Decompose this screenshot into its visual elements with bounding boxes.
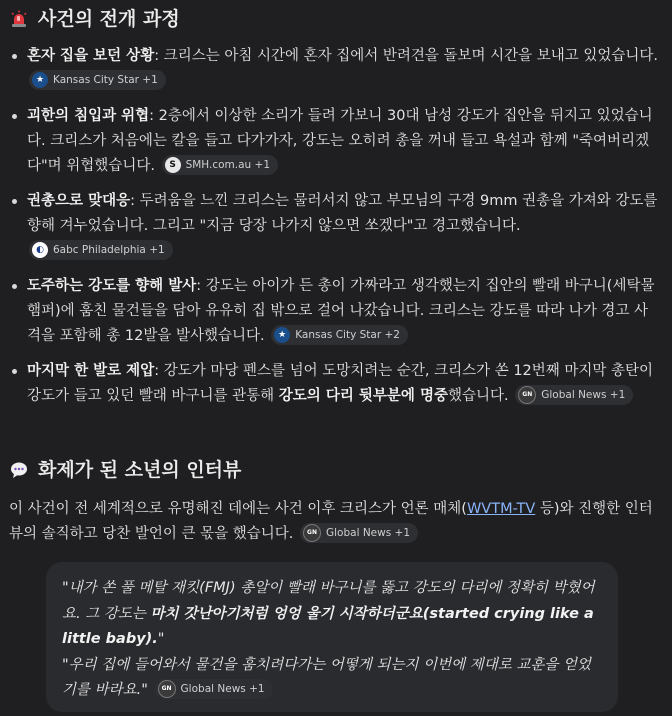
source-label: SMH.com.au +1 [185,159,271,171]
wvtm-tv-link[interactable]: WVTM-TV [466,501,536,517]
event-title: 권총으로 맞대응 [27,193,131,209]
source-label: Global News +1 [541,389,626,401]
source-chip[interactable] [29,240,173,260]
source-label: 6abc Philadelphia +1 [53,244,165,256]
event-text: 했습니다. [448,388,509,404]
source-label: Kansas City Star +1 [53,74,158,86]
source-chip[interactable] [271,325,408,345]
source-chip[interactable] [162,155,278,175]
intro-text: 등)와 진행한 인터뷰의 솔직하고 당찬 발언이 큰 몫을 했습니다. [9,501,653,542]
list-item [0,359,672,409]
kansas-city-star-icon: ★ [274,327,290,343]
event-emphasis: 강도의 다리 뒷부분에 명중 [278,388,448,404]
event-title: 도주하는 강도를 향해 발사 [27,278,197,294]
event-text: : 크리스는 아침 시간에 혼자 집에서 반려견을 돌보며 시간을 보내고 있었습니다. [154,48,659,64]
rotating-light-icon [9,9,29,29]
source-chip[interactable] [29,70,166,90]
interview-quote [46,562,618,712]
list-item [0,104,672,179]
source-chip[interactable] [300,523,418,543]
event-title: 마지막 한 발로 제압 [27,363,155,379]
section-title: 화제가 된 소년의 인터뷰 [38,459,242,481]
kansas-city-star-icon: ★ [32,72,48,88]
event-list [0,44,672,419]
event-text: : 강도가 마당 펜스를 넘어 도망치려는 순간, 크리스가 쏜 12번째 마지막 총탄이 강도가 들고 있던 빨래 바구니를 관통해 [27,363,654,404]
event-text: : 2층에서 이상한 소리가 들려 가보니 30대 남성 강도가 집안을 뒤지고 있었습니다. 크리스가 처음에는 칼을 들고 다가가자, 강도는 오히려 총을 꺼내 들고 욕설과 함께 "죽여버리겠다"며 위협했습니다. [27,108,653,174]
global-news-icon: GN [518,386,536,404]
intro-paragraph [9,497,659,547]
quote-text: "우리 집에 들어와서 물건을 훔치려다가는 어떻게 되는지 이번에 제대로 교훈을 얻었기를 바라요." [62,656,591,698]
event-text: : 강도는 아이가 든 총이 가짜라고 생각했는지 집안의 빨래 바구니(세탁물 햄퍼)에 훔친 물건들을 담아 유유히 집 밖으로 걸어 나갔습니다. 크리스는 강도를 따라 나가 경고 사격을 포함해 총 12발을 발사했습니다. [27,278,655,344]
list-item [0,189,672,264]
global-news-icon: GN [303,524,321,542]
quote-emphasis: 마치 갓난아기처럼 엉엉 울기 시작하더군요(started crying like a little baby). [62,605,594,647]
source-chip[interactable] [515,385,633,405]
list-item [0,274,672,349]
section-heading-timeline [9,7,180,31]
source-label: Global News +1 [180,683,265,695]
intro-text: 이 사건이 전 세계적으로 유명해진 데에는 사건 이후 크리스가 언론 매체( [9,501,467,517]
event-title: 괴한의 침입과 위협 [27,108,150,124]
event-text: : 두려움을 느낀 크리스는 물러서지 않고 부모님의 구경 9mm 권총을 가져와 강도를 향해 겨누었습니다. 그리고 "지금 당장 나가지 않으면 쏘겠다"고 경고했습니다. [27,193,658,234]
6abc-icon: ◐ [32,242,48,258]
section-heading-interview [9,458,241,482]
global-news-icon: GN [158,680,176,698]
source-label: Kansas City Star +2 [295,329,400,341]
speech-balloon-icon [9,460,29,480]
list-item [0,44,672,94]
section-title: 사건의 전개 과정 [38,8,180,30]
source-chip[interactable] [155,679,273,699]
event-title: 혼자 집을 보던 상황 [27,48,155,64]
quote-text: "내가 쏜 풀 메탈 재킷(FMJ) 총알이 빨래 바구니를 뚫고 강도의 다리에 정확히 박혔어요. 그 강도는 [62,580,595,622]
source-label: Global News +1 [326,527,411,539]
quote-text: " [157,631,165,647]
smh-icon: S [165,157,181,173]
